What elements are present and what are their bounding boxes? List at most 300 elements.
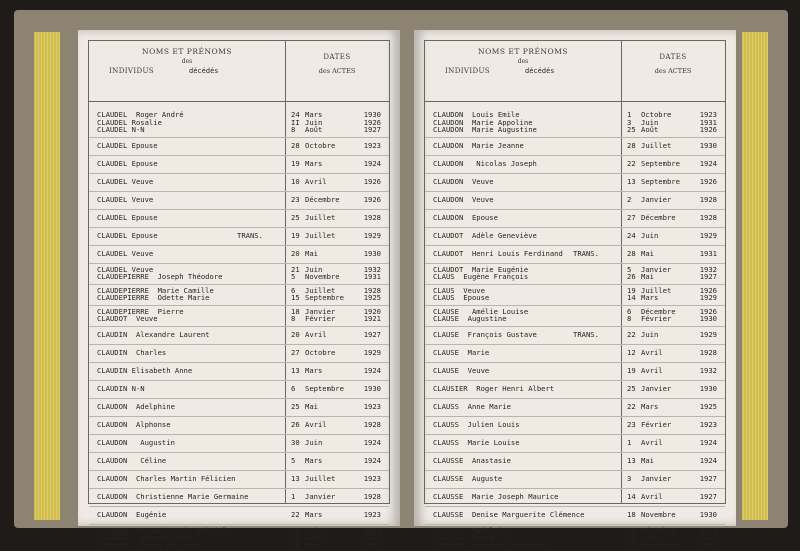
row-rule: [89, 284, 389, 285]
entry-year: 1931: [699, 117, 717, 127]
entry-day: 13: [627, 176, 636, 186]
register-entry: [89, 293, 389, 303]
entry-month: Janvier: [305, 306, 336, 316]
register-entry: [425, 159, 725, 169]
entry-name: CLAUDON Marie Appoline: [433, 117, 533, 127]
row-rule: [89, 452, 389, 453]
entry-month: Janvier: [641, 473, 672, 483]
row-rule: [425, 434, 725, 435]
entry-year: 1927: [363, 125, 381, 134]
entry-name: CLAUDON Jules Adolphe: [97, 540, 197, 550]
entry-month: Mai: [641, 272, 654, 281]
entry-name: CLAUS Veuve: [433, 285, 485, 295]
entry-day: 26: [627, 272, 636, 281]
row-rule: [89, 263, 389, 264]
entry-name: CLAUDEL Epouse: [97, 230, 158, 240]
entry-month: Août: [305, 125, 323, 134]
entry-year: 1929: [699, 293, 717, 302]
entry-name: CLAUDON Céline: [97, 455, 167, 465]
entry-name: CLAUDEL N-N: [97, 125, 145, 134]
register-entry: [425, 177, 725, 187]
register-entry: [89, 141, 389, 151]
register-entry: [425, 402, 725, 412]
dates-title: DATES: [323, 53, 351, 61]
entry-year: 1926: [699, 285, 717, 295]
entry-year: 1930: [699, 314, 717, 323]
entry-day: 22: [627, 401, 636, 411]
entry-year: 1920: [363, 306, 381, 316]
entry-name: CLAUDIN Alexandre Laurent: [97, 329, 210, 339]
entry-day: 15: [291, 293, 300, 302]
entry-name: CLAUSSE Anastasie: [433, 455, 511, 465]
entry-year: 1928: [363, 285, 381, 295]
row-rule: [425, 326, 725, 327]
register-entry: [89, 474, 389, 484]
register-entry: [425, 456, 725, 466]
row-rule: [425, 227, 725, 228]
entry-name: CLAUDIN Charles: [97, 347, 167, 357]
entry-name: CLAUDON Eugénie: [97, 509, 167, 519]
row-rule: [425, 305, 725, 306]
row-rule: [89, 344, 389, 345]
entry-month: Mars: [641, 293, 659, 302]
entry-month: Janvier: [641, 194, 672, 204]
register-entry: [89, 231, 389, 241]
left-page-edges: [34, 32, 60, 520]
entry-name: CLAUSSE Prosper Christian: [433, 540, 546, 550]
entry-year: 1929: [699, 230, 717, 240]
row-rule: [89, 470, 389, 471]
entry-day: 5: [291, 455, 296, 465]
entry-year: 1927: [699, 491, 717, 501]
entry-name: CLAUSSE Denise Marguerite Clémence: [433, 509, 585, 519]
row-rule: [425, 245, 725, 246]
register-entry: [89, 366, 389, 376]
entry-year: 1930: [699, 509, 717, 519]
register-entry: [89, 177, 389, 187]
entry-year: 1923: [363, 140, 381, 150]
entry-year: 1929: [363, 347, 381, 357]
entry-year: 1924: [699, 158, 717, 168]
entry-month: Novembre: [641, 509, 676, 519]
entry-month: Mai: [305, 248, 318, 258]
entry-trans: TRANS.: [573, 248, 599, 258]
entry-name: CLAUDEL Epouse: [97, 140, 158, 150]
row-rule: [89, 416, 389, 417]
entry-name: CLAUDIN Elisabeth Anne: [97, 365, 193, 375]
entry-day: 23: [291, 533, 300, 542]
entry-year: 1928: [699, 194, 717, 204]
entry-year: 1930: [363, 383, 381, 393]
entry-name: CLAUS Eugène François: [433, 272, 529, 281]
entry-name: CLAUDEL Epouse: [97, 158, 158, 168]
entry-month: Juin: [305, 264, 323, 274]
entry-day: 8: [291, 125, 296, 134]
names-title: NOMS ET PRÉNOMS: [142, 47, 232, 56]
row-rule: [425, 362, 725, 363]
entry-name: CLAUDOT Marie Eugénie: [433, 264, 529, 274]
entry-day: 8: [291, 314, 296, 323]
row-rule: [89, 245, 389, 246]
entry-day: 10: [291, 176, 300, 186]
entry-day: 22: [291, 509, 300, 519]
entry-month: Juin: [641, 329, 659, 339]
entry-year: 1926: [699, 306, 717, 316]
row-rule: [89, 398, 389, 399]
row-rule: [425, 452, 725, 453]
row-rule: [89, 173, 389, 174]
entry-month: Avril: [641, 437, 663, 447]
register-entry: [89, 348, 389, 358]
entry-year: 1932: [699, 264, 717, 274]
names-individus: INDIVIDUS: [445, 67, 490, 75]
entry-name: CLAUSE Veuve: [433, 365, 490, 375]
entry-month: Octobre: [641, 110, 672, 119]
entry-day: 2: [627, 194, 632, 204]
register-entry: [89, 492, 389, 502]
entry-day: 12: [627, 540, 636, 550]
register-entry: [89, 384, 389, 394]
entry-name: CLAUDEL Epouse: [97, 212, 158, 222]
entry-year: 1924: [363, 158, 381, 168]
entry-month: Juillet: [641, 285, 672, 295]
entry-month: Juillet: [305, 285, 336, 295]
entry-year: 1927: [699, 473, 717, 483]
entry-name: CLAUDON Fernand Louis Gabriel: [97, 525, 227, 535]
register-entry: [425, 231, 725, 241]
entry-year: 1931: [699, 248, 717, 258]
entry-trans: TRANS.: [573, 329, 599, 339]
right-table-header: [425, 41, 725, 102]
entry-name: CLAUDON Veuve: [433, 194, 494, 204]
entry-day: 3: [627, 473, 632, 483]
entry-month: Mars: [641, 401, 659, 411]
entry-year: 1928: [363, 491, 381, 501]
row-rule: [425, 398, 725, 399]
row-rule: [425, 488, 725, 489]
entry-day: 5: [627, 264, 632, 274]
row-rule: [89, 137, 389, 138]
entry-day: 27: [291, 347, 300, 357]
row-rule: [425, 524, 725, 525]
entry-year: 1928: [363, 419, 381, 429]
entry-year: 1926: [699, 176, 717, 186]
register-entry: [89, 438, 389, 448]
entry-year: 1928: [363, 212, 381, 222]
entry-name: CLAUDEPIERRE Joseph Théodore: [97, 272, 223, 281]
register-book: [14, 10, 788, 550]
row-rule: [425, 416, 725, 417]
entry-month: Mars: [305, 455, 323, 465]
names-des: des: [181, 58, 193, 65]
entry-year: 1931: [363, 272, 381, 281]
register-entry: [89, 314, 389, 324]
row-rule: [425, 155, 725, 156]
right-page-edges: [742, 32, 768, 520]
left-table-frame: [88, 40, 390, 550]
entry-month: Septembre: [305, 383, 344, 393]
register-entry: [89, 213, 389, 223]
entry-month: Septembre: [641, 158, 680, 168]
entry-day: 14: [627, 491, 636, 501]
entry-name: CLAUDOT Henri Louis Ferdinand: [433, 248, 563, 258]
entry-day: 8: [627, 314, 632, 323]
register-entry: [425, 474, 725, 484]
entry-month: Août: [641, 125, 659, 134]
entry-year: 1925: [363, 533, 381, 542]
register-entry: [89, 159, 389, 169]
entry-year: 1928: [699, 347, 717, 357]
entry-day: 30: [291, 437, 300, 447]
dates-subtitle: des ACTES: [318, 67, 356, 75]
register-entry: [425, 438, 725, 448]
entry-name: CLAUDEL Veuve: [97, 194, 154, 204]
entry-month: Décembre: [305, 194, 340, 204]
entry-year: 1926: [699, 125, 717, 134]
entry-month: Janvier: [305, 491, 336, 501]
register-entry: [425, 293, 725, 303]
entry-day: 25: [291, 212, 300, 222]
entry-year: 1924: [363, 437, 381, 447]
entry-month: Juillet: [641, 140, 672, 150]
entry-day: 19: [291, 158, 300, 168]
entry-day: 21: [291, 264, 300, 274]
row-rule: [89, 305, 389, 306]
entry-name: CLAUDEPIERRE Odette Marie: [97, 293, 210, 302]
register-entry: [89, 249, 389, 259]
entry-day: 18: [627, 509, 636, 519]
entry-month: Juillet: [305, 473, 336, 483]
entry-month: Avril: [641, 347, 663, 357]
entry-month: Avril: [641, 365, 663, 375]
left-page: [78, 30, 400, 550]
row-rule: [425, 209, 725, 210]
entry-name: CLAUSIER Roger Henri Albert: [433, 383, 555, 393]
row-rule: [425, 380, 725, 381]
entry-name: CLAUDEL Veuve: [97, 248, 154, 258]
entry-year: 1932: [363, 264, 381, 274]
entry-name: CLAUSSE Marie: [433, 533, 494, 542]
register-entry: [425, 366, 725, 376]
entry-year: 1924: [363, 365, 381, 375]
entry-year: 1930: [699, 140, 717, 150]
entry-day: 1: [627, 437, 632, 447]
entry-name: CLAUSSE Marie Joseph Maurice: [433, 491, 559, 501]
entry-day: 20: [291, 329, 300, 339]
entry-day: 19: [291, 230, 300, 240]
row-rule: [89, 326, 389, 327]
entry-year: 1927: [363, 540, 381, 550]
register-entry: [89, 420, 389, 430]
entry-day: 28: [627, 140, 636, 150]
entry-name: CLAUSE Amélie Louise: [433, 306, 529, 316]
row-rule: [89, 209, 389, 210]
row-rule: [89, 488, 389, 489]
entry-day: 19: [627, 285, 636, 295]
register-entry: [425, 141, 725, 151]
entry-day: 6: [291, 383, 296, 393]
register-entry: [89, 510, 389, 520]
entry-day: 19: [627, 365, 636, 375]
register-entry: [425, 420, 725, 430]
entry-year: 1928: [699, 212, 717, 222]
row-rule: [425, 344, 725, 345]
entry-month: Avril: [305, 176, 327, 186]
register-entry: [425, 384, 725, 394]
entry-day: 27: [627, 212, 636, 222]
entry-day: 23: [291, 194, 300, 204]
entry-year: 1926: [363, 194, 381, 204]
entry-name: CLAUSSE Auguste: [433, 473, 503, 483]
row-rule: [89, 227, 389, 228]
row-rule: [89, 191, 389, 192]
entry-day: 5: [291, 272, 296, 281]
row-rule: [425, 263, 725, 264]
entry-name: CLAUDON Marie Augustine: [433, 125, 537, 134]
names-des: des: [517, 58, 529, 65]
entry-name: CLAUSE Marie: [433, 347, 490, 357]
entry-month: Décembre: [641, 306, 676, 316]
entry-year: 1924: [699, 455, 717, 465]
register-entry: [425, 125, 725, 135]
entry-month: Octobre: [305, 140, 336, 150]
entry-year: 1923: [699, 419, 717, 429]
entry-year: 1929: [363, 230, 381, 240]
entry-year: 1929: [699, 525, 717, 535]
entry-day: 14: [627, 293, 636, 302]
entry-month: Novembre: [305, 272, 340, 281]
row-rule: [89, 362, 389, 363]
entry-year: 1924: [363, 455, 381, 465]
entry-name: CLAUDON Adelphine: [97, 401, 175, 411]
register-entry: [89, 272, 389, 282]
entry-year: 1932: [699, 533, 717, 542]
right-page: [414, 30, 736, 550]
names-title: NOMS ET PRÉNOMS: [478, 47, 568, 56]
entry-name: CLAUDOT Veuve: [97, 314, 158, 323]
entry-year: 1929: [699, 329, 717, 339]
entry-month: Juin: [305, 437, 323, 447]
row-rule: [89, 524, 389, 525]
entry-name: CLAUSS Marie Louise: [433, 437, 520, 447]
row-rule: [425, 284, 725, 285]
entry-month: Octobre: [305, 347, 336, 357]
entry-year: 1923: [699, 110, 717, 119]
register-entry: [425, 541, 725, 551]
entry-year: 1930: [699, 383, 717, 393]
entry-month: Décembre: [641, 525, 676, 535]
entry-year: 1923: [363, 401, 381, 411]
register-entry: [425, 249, 725, 259]
entry-name: CLAUSS Anne Marie: [433, 401, 511, 411]
entry-day: 13: [291, 473, 300, 483]
entry-name: CLAUDON Veuve: [433, 176, 494, 186]
row-rule: [89, 380, 389, 381]
register-entry: [425, 348, 725, 358]
entry-name: CLAUDON Alphonse: [97, 419, 171, 429]
entry-name: CLAUDON Louis Emile: [433, 110, 520, 119]
entry-month: Septembre: [641, 176, 680, 186]
entry-month: Décembre: [641, 212, 676, 222]
entry-name: CLAUDON Charles Martin Félicien: [97, 473, 236, 483]
entry-month: Avril: [305, 533, 327, 542]
entry-day: 22: [627, 158, 636, 168]
entry-month: Janvier: [641, 264, 672, 274]
entry-day: 24: [291, 110, 300, 119]
entry-day: 1: [291, 491, 296, 501]
entry-day: 25: [291, 401, 300, 411]
register-entry: [425, 272, 725, 282]
right-table-frame: [424, 40, 726, 550]
entry-name: CLAUDIN N-N: [97, 383, 145, 393]
entry-day: 12: [627, 533, 636, 542]
entry-day: 28: [291, 140, 300, 150]
row-rule: [89, 434, 389, 435]
entry-year: 1923: [363, 473, 381, 483]
register-entry: [89, 330, 389, 340]
entry-month: Juin: [305, 525, 323, 535]
entry-day: 6: [291, 285, 296, 295]
entry-name: CLAUDEPIERRE Marie Camille: [97, 285, 214, 295]
entry-day: 20: [291, 248, 300, 258]
register-entry: [425, 330, 725, 340]
register-entry: [89, 541, 389, 551]
entry-year: 1927: [699, 272, 717, 281]
dates-subtitle: des ACTES: [654, 67, 692, 75]
left-table-header: [89, 41, 389, 102]
entry-year: 1925: [699, 401, 717, 411]
entry-name: CLAUSE François Gustave: [433, 329, 537, 339]
register-entry: [89, 402, 389, 412]
entry-month: Avril: [641, 491, 663, 501]
entry-month: Septembre: [305, 293, 344, 302]
entry-month: Mai: [305, 401, 318, 411]
entry-year: 1930: [363, 110, 381, 119]
entry-name: CLAUDEL Veuve: [97, 264, 154, 274]
entry-year: 1925: [363, 293, 381, 302]
dates-title: DATES: [659, 53, 687, 61]
entry-month: Septembre: [641, 540, 680, 550]
entry-day: 3: [627, 117, 632, 127]
register-entry: [425, 510, 725, 520]
entry-day: 24: [627, 230, 636, 240]
entry-month: Février: [305, 314, 336, 323]
entry-day: II: [291, 117, 300, 127]
entry-month: Juin: [641, 117, 659, 127]
entry-month: Mars: [305, 365, 323, 375]
entry-month: Juin: [641, 533, 659, 542]
entry-month: Mars: [305, 110, 323, 119]
entry-year: 1927: [363, 329, 381, 339]
entry-name: CLAUDON Jeanne Marie: [97, 533, 193, 542]
entry-day: 25: [627, 383, 636, 393]
entry-month: Juillet: [305, 212, 336, 222]
entry-name: CLAUDON Nicolas Joseph: [433, 158, 537, 168]
row-rule: [89, 155, 389, 156]
entry-month: Mai: [641, 455, 654, 465]
entry-day: 12: [627, 347, 636, 357]
entry-month: Mai: [641, 248, 654, 258]
entry-name: CLAUDON Christienne Marie Germaine: [97, 491, 249, 501]
entry-day: 1: [627, 110, 632, 119]
entry-day: 30: [291, 540, 300, 550]
entry-day: 6: [627, 306, 632, 316]
entry-month: Avril: [305, 419, 327, 429]
entry-month: Mars: [305, 158, 323, 168]
entry-day: 26: [291, 419, 300, 429]
entry-year: 1923: [363, 525, 381, 535]
register-entry: [425, 213, 725, 223]
